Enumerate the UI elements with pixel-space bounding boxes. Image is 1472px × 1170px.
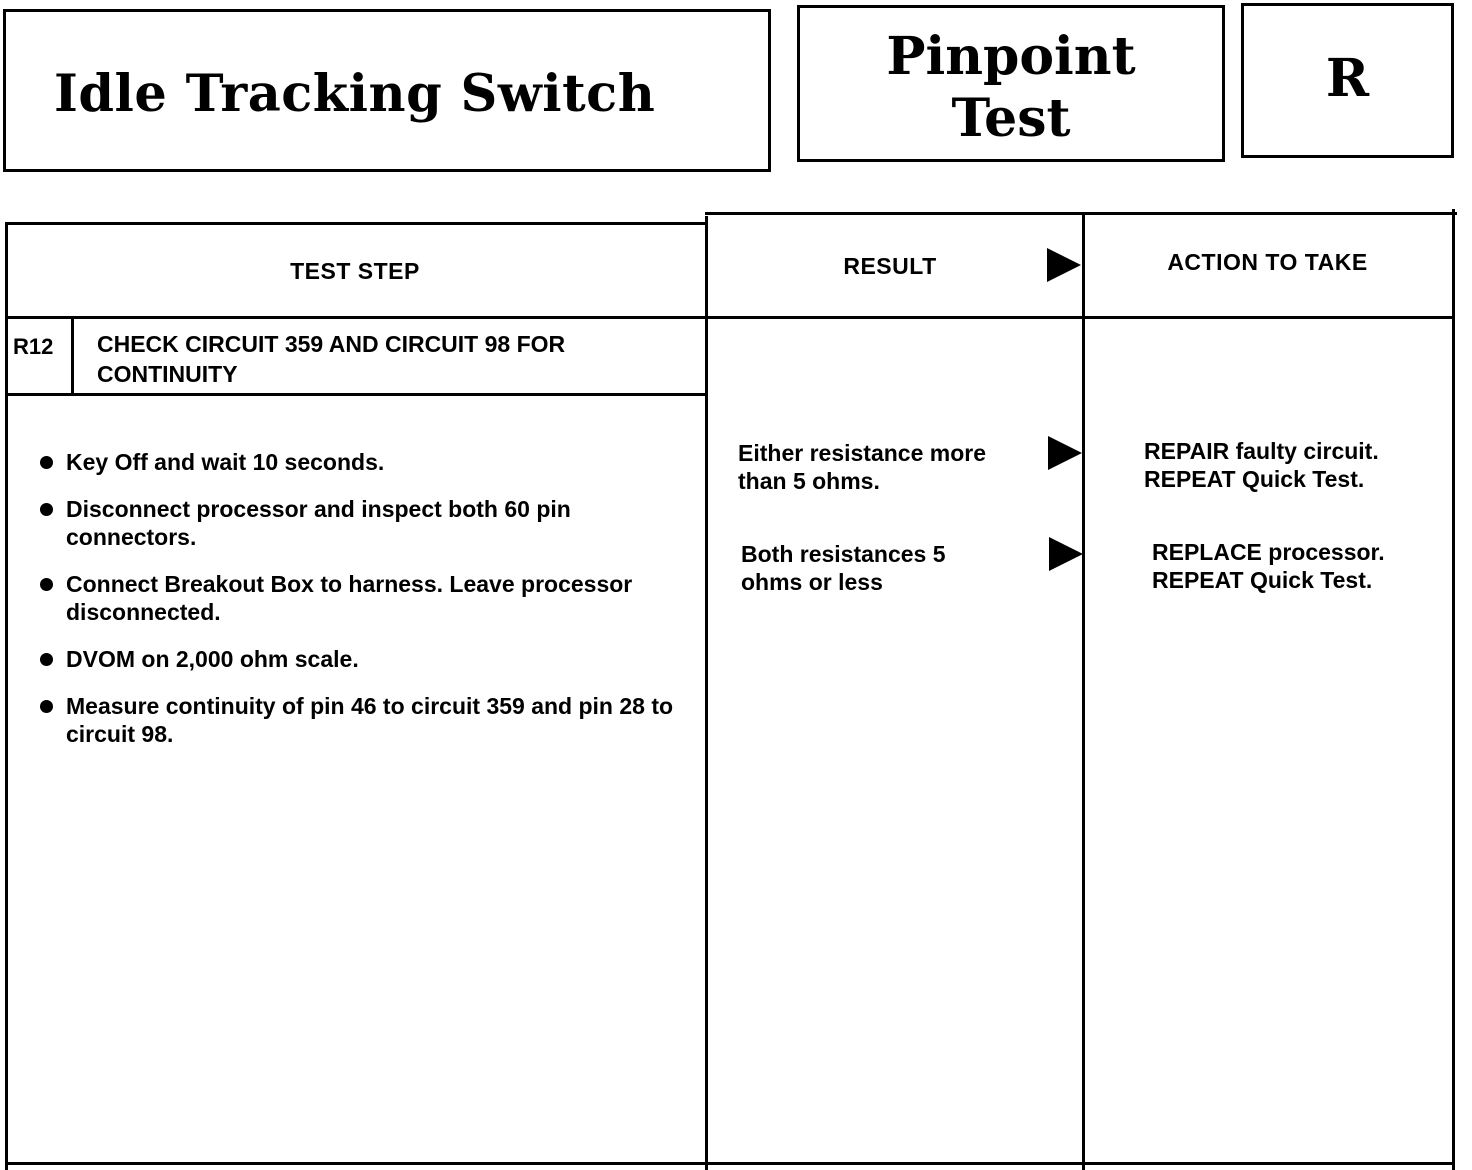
- header-row-divider: [5, 316, 1455, 319]
- action-2-line-1: REPLACE processor.: [1152, 539, 1385, 565]
- result-2-line-2: ohms or less: [741, 569, 883, 595]
- action-1-line-2: REPEAT Quick Test.: [1144, 466, 1365, 492]
- page-title: Idle Tracking Switch: [54, 64, 656, 124]
- test-code-box: [1241, 3, 1454, 158]
- action-1: [1144, 437, 1379, 493]
- pinpoint-test-box: [797, 5, 1225, 162]
- col-divider-1: [705, 216, 708, 1170]
- instruction-text: Disconnect processor and inspect both 60 pin connectors.: [66, 496, 571, 550]
- bullet-icon: [40, 578, 53, 591]
- bullet-icon: [40, 700, 53, 713]
- result-1-line-2: than 5 ohms.: [738, 468, 880, 494]
- column-header-action: ACTION TO TAKE: [1167, 249, 1368, 275]
- step-title: CHECK CIRCUIT 359 AND CIRCUIT 98 FOR CONTINUITY: [97, 331, 566, 387]
- step-instructions: [38, 448, 678, 767]
- result-1-line-1: Either resistance more: [738, 440, 987, 466]
- list-item: [38, 570, 678, 626]
- result-1-arrow-icon: [1048, 436, 1082, 470]
- instruction-text: Key Off and wait 10 seconds.: [66, 449, 385, 475]
- table-left-border: [5, 222, 8, 1170]
- table-top-border-right: [705, 212, 1457, 215]
- instruction-text: Connect Breakout Box to harness. Leave processor disconnected.: [66, 571, 633, 625]
- list-item: [38, 645, 678, 673]
- pinpoint-test-label: [800, 26, 1222, 150]
- test-code: R: [1325, 48, 1370, 109]
- bullet-icon: [40, 456, 53, 469]
- table-top-border: [5, 222, 705, 225]
- table-right-border: [1452, 209, 1455, 1170]
- result-2: [741, 540, 946, 596]
- pinpoint-line-2: Test: [951, 88, 1071, 149]
- title-box: [3, 9, 771, 172]
- result-1: [738, 439, 986, 495]
- step-title-divider: [5, 393, 707, 396]
- action-1-line-1: REPAIR faulty circuit.: [1144, 438, 1379, 464]
- action-2: [1152, 538, 1385, 594]
- list-item: [38, 692, 678, 748]
- header-arrow-icon: [1047, 248, 1081, 282]
- instruction-text: Measure continuity of pin 46 to circuit 359 and pin 28 to circuit 98.: [66, 693, 674, 747]
- result-2-arrow-icon: [1049, 537, 1083, 571]
- result-2-line-1: Both resistances 5: [741, 541, 946, 567]
- pinpoint-line-1: Pinpoint: [886, 26, 1136, 87]
- bullet-icon: [40, 653, 53, 666]
- list-item: [38, 448, 678, 476]
- bullet-icon: [40, 503, 53, 516]
- column-header-test-step: TEST STEP: [290, 258, 420, 284]
- instruction-text: DVOM on 2,000 ohm scale.: [66, 646, 359, 672]
- col-divider-2: [1082, 212, 1085, 1170]
- step-number: R12: [13, 334, 54, 359]
- action-2-line-2: REPEAT Quick Test.: [1152, 567, 1373, 593]
- column-header-result: RESULT: [843, 253, 937, 279]
- step-number-divider: [71, 318, 74, 395]
- list-item: [38, 495, 678, 551]
- table-bottom-border: [5, 1162, 1455, 1165]
